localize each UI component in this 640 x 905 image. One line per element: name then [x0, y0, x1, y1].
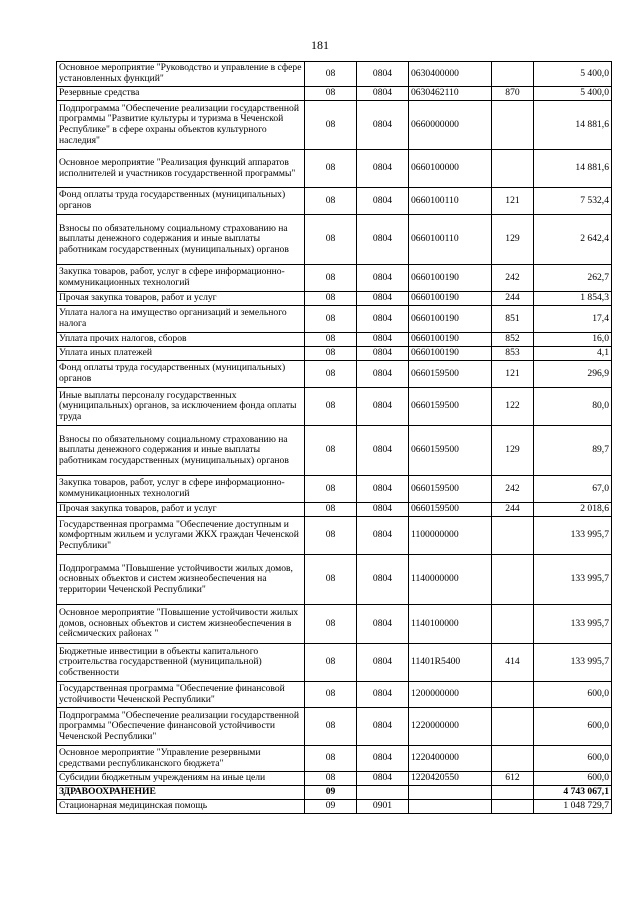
row-article: 0660159500 [409, 476, 492, 503]
row-subsection: 0804 [357, 476, 409, 503]
row-article: 0660100190 [409, 265, 492, 292]
table-row [57, 215, 612, 265]
row-amount: 16,0 [534, 333, 612, 347]
table-row [57, 708, 612, 746]
row-subsection: 0804 [357, 306, 409, 333]
row-expense-type: 129 [492, 426, 534, 476]
row-name: Государственная программа "Обеспечение доступным и комфортным жильем и услугами ЖКХ граждан Чеченской Республики" [57, 517, 305, 555]
row-section: 08 [305, 426, 357, 476]
row-section: 08 [305, 746, 357, 772]
row-name: Субсидии бюджетным учреждениям на иные цели [57, 772, 305, 786]
row-amount: 4,1 [534, 347, 612, 361]
row-subsection: 0804 [357, 426, 409, 476]
row-subsection: 0901 [357, 800, 409, 814]
row-section: 09 [305, 786, 357, 800]
row-expense-type [492, 517, 534, 555]
row-section: 08 [305, 555, 357, 605]
row-article: 0660100190 [409, 347, 492, 361]
row-subsection: 0804 [357, 62, 409, 87]
table-row [57, 555, 612, 605]
row-expense-type [492, 682, 534, 708]
table-row [57, 87, 612, 101]
row-name: Прочая закупка товаров, работ и услуг [57, 292, 305, 306]
row-expense-type: 244 [492, 292, 534, 306]
row-section: 08 [305, 772, 357, 786]
row-article: 0630400000 [409, 62, 492, 87]
row-article: 0660159500 [409, 388, 492, 426]
row-article: 0660100110 [409, 215, 492, 265]
table-row [57, 188, 612, 215]
row-expense-type: 121 [492, 188, 534, 215]
row-name: Фонд оплаты труда государственных (муниципальных) органов [57, 188, 305, 215]
row-amount: 2 642,4 [534, 215, 612, 265]
row-name: ЗДРАВООХРАНЕНИЕ [57, 786, 305, 800]
table-row [57, 746, 612, 772]
table-row [57, 682, 612, 708]
row-amount: 89,7 [534, 426, 612, 476]
row-expense-type: 612 [492, 772, 534, 786]
row-amount: 17,4 [534, 306, 612, 333]
row-amount: 600,0 [534, 708, 612, 746]
row-article [409, 786, 492, 800]
row-expense-type: 242 [492, 265, 534, 292]
row-section: 08 [305, 62, 357, 87]
row-subsection: 0804 [357, 772, 409, 786]
row-expense-type [492, 605, 534, 644]
row-amount: 1 048 729,7 [534, 800, 612, 814]
row-amount: 296,9 [534, 361, 612, 388]
row-article: 1220420550 [409, 772, 492, 786]
row-amount: 600,0 [534, 682, 612, 708]
row-subsection: 0804 [357, 682, 409, 708]
row-section: 09 [305, 800, 357, 814]
row-expense-type: 870 [492, 87, 534, 101]
row-name: Стационарная медицинская помощь [57, 800, 305, 814]
row-section: 08 [305, 517, 357, 555]
row-amount: 67,0 [534, 476, 612, 503]
row-amount: 133 995,7 [534, 517, 612, 555]
row-expense-type [492, 708, 534, 746]
row-section: 08 [305, 333, 357, 347]
row-expense-type [492, 101, 534, 150]
row-subsection: 0804 [357, 333, 409, 347]
row-name: Уплата прочих налогов, сборов [57, 333, 305, 347]
row-amount: 1 854,3 [534, 292, 612, 306]
page-number: 181 [311, 38, 329, 52]
row-section: 08 [305, 265, 357, 292]
row-name: Уплата налога на имущество организаций и земельного налога [57, 306, 305, 333]
row-name: Взносы по обязательному социальному страхованию на выплаты денежного содержания и иные выплаты работникам государственных (муниципальных) органов [57, 426, 305, 476]
row-expense-type [492, 150, 534, 188]
row-section: 08 [305, 644, 357, 682]
row-section: 08 [305, 87, 357, 101]
row-name: Прочая закупка товаров, работ и услуг [57, 503, 305, 517]
row-subsection: 0804 [357, 101, 409, 150]
row-section: 08 [305, 605, 357, 644]
row-article: 0660159500 [409, 503, 492, 517]
table-row [57, 388, 612, 426]
row-expense-type: 851 [492, 306, 534, 333]
table-row [57, 150, 612, 188]
row-name: Подпрограмма "Обеспечение реализации государственной программы "Обеспечение финансовой устойчивости Чеченской Республики" [57, 708, 305, 746]
row-article: 1200000000 [409, 682, 492, 708]
table-row [57, 361, 612, 388]
row-expense-type: 414 [492, 644, 534, 682]
row-subsection: 0804 [357, 517, 409, 555]
row-section: 08 [305, 682, 357, 708]
row-article: 0660159500 [409, 426, 492, 476]
row-subsection: 0804 [357, 265, 409, 292]
row-subsection: 0804 [357, 150, 409, 188]
table-row [57, 101, 612, 150]
row-expense-type: 852 [492, 333, 534, 347]
table-row [57, 644, 612, 682]
row-amount: 14 881,6 [534, 150, 612, 188]
row-article: 1140000000 [409, 555, 492, 605]
row-subsection: 0804 [357, 746, 409, 772]
row-amount: 600,0 [534, 746, 612, 772]
row-amount: 133 995,7 [534, 555, 612, 605]
row-subsection: 0804 [357, 605, 409, 644]
row-name: Взносы по обязательному социальному страхованию на выплаты денежного содержания и иные выплаты работникам государственных (муниципальных) органов [57, 215, 305, 265]
row-amount: 262,7 [534, 265, 612, 292]
table-row [57, 62, 612, 87]
row-section: 08 [305, 361, 357, 388]
row-expense-type [492, 746, 534, 772]
table-row [57, 426, 612, 476]
row-expense-type: 122 [492, 388, 534, 426]
row-article: 0660159500 [409, 361, 492, 388]
row-subsection: 0804 [357, 361, 409, 388]
row-subsection: 0804 [357, 555, 409, 605]
row-amount: 4 743 067,1 [534, 786, 612, 800]
row-amount: 600,0 [534, 772, 612, 786]
row-article: 0660100110 [409, 188, 492, 215]
row-article: 0660100190 [409, 333, 492, 347]
table-row [57, 772, 612, 786]
row-name: Закупка товаров, работ, услуг в сфере информационно-коммуникационных технологий [57, 265, 305, 292]
row-subsection: 0804 [357, 708, 409, 746]
row-section: 08 [305, 101, 357, 150]
row-expense-type [492, 786, 534, 800]
row-subsection: 0804 [357, 87, 409, 101]
budget-table-body [57, 62, 612, 814]
row-expense-type: 853 [492, 347, 534, 361]
row-name: Иные выплаты персоналу государственных (муниципальных) органов, за исключением фонда оплаты труда [57, 388, 305, 426]
table-row [57, 347, 612, 361]
row-name: Основное мероприятие "Руководство и управление в сфере установленных функций" [57, 62, 305, 87]
table-row [57, 333, 612, 347]
row-article: 1100000000 [409, 517, 492, 555]
row-article: 1140100000 [409, 605, 492, 644]
row-subsection: 0804 [357, 644, 409, 682]
row-name: Бюджетные инвестиции в объекты капитального строительства государственной (муниципальной) собственности [57, 644, 305, 682]
row-section: 08 [305, 292, 357, 306]
row-name: Подпрограмма "Обеспечение реализации государственной программы "Развитие культуры и туризма в Чеченской Республике" в сфере охраны объектов культурного наследия" [57, 101, 305, 150]
table-row [57, 265, 612, 292]
budget-table [56, 61, 612, 814]
table-row [57, 517, 612, 555]
row-article: 0660100190 [409, 292, 492, 306]
row-amount: 2 018,6 [534, 503, 612, 517]
row-amount: 7 532,4 [534, 188, 612, 215]
row-article: 0630462110 [409, 87, 492, 101]
row-amount: 133 995,7 [534, 605, 612, 644]
row-name: Основное мероприятие "Управление резервными средствами республиканского бюджета" [57, 746, 305, 772]
table-row [57, 476, 612, 503]
row-subsection: 0804 [357, 388, 409, 426]
row-expense-type: 242 [492, 476, 534, 503]
row-name: Государственная программа "Обеспечение финансовой устойчивости Чеченской Республики" [57, 682, 305, 708]
row-section: 08 [305, 215, 357, 265]
row-subsection: 0804 [357, 215, 409, 265]
row-expense-type: 244 [492, 503, 534, 517]
row-expense-type: 121 [492, 361, 534, 388]
row-section: 08 [305, 708, 357, 746]
row-section: 08 [305, 503, 357, 517]
table-row [57, 800, 612, 814]
row-expense-type: 129 [492, 215, 534, 265]
row-amount: 80,0 [534, 388, 612, 426]
row-subsection: 0804 [357, 503, 409, 517]
row-article [409, 800, 492, 814]
row-section: 08 [305, 347, 357, 361]
row-section: 08 [305, 388, 357, 426]
row-name: Основное мероприятие "Реализация функций аппаратов исполнителей и участников государственной программы" [57, 150, 305, 188]
row-section: 08 [305, 150, 357, 188]
row-expense-type [492, 800, 534, 814]
row-article: 1220400000 [409, 746, 492, 772]
row-amount: 5 400,0 [534, 62, 612, 87]
row-expense-type [492, 555, 534, 605]
row-subsection: 0804 [357, 188, 409, 215]
row-name: Подпрограмма "Повышение устойчивости жилых домов, основных объектов и систем жизнеобеспечения на территории Чеченской Республики" [57, 555, 305, 605]
row-name: Уплата иных платежей [57, 347, 305, 361]
row-name: Резервные средства [57, 87, 305, 101]
row-section: 08 [305, 188, 357, 215]
row-subsection [357, 786, 409, 800]
row-subsection: 0804 [357, 292, 409, 306]
row-amount: 14 881,6 [534, 101, 612, 150]
row-article: 0660100000 [409, 150, 492, 188]
row-expense-type [492, 62, 534, 87]
row-amount: 133 995,7 [534, 644, 612, 682]
row-section: 08 [305, 306, 357, 333]
table-row [57, 503, 612, 517]
row-article: 0660100190 [409, 306, 492, 333]
row-article: 11401R5400 [409, 644, 492, 682]
row-name: Основное мероприятие "Повышение устойчивости жилых домов, основных объектов и систем жизнеобеспечения в сейсмических районах " [57, 605, 305, 644]
row-name: Фонд оплаты труда государственных (муниципальных) органов [57, 361, 305, 388]
table-row [57, 605, 612, 644]
table-row [57, 292, 612, 306]
row-amount: 5 400,0 [534, 87, 612, 101]
table-row [57, 786, 612, 800]
row-article: 0660000000 [409, 101, 492, 150]
row-section: 08 [305, 476, 357, 503]
table-row [57, 306, 612, 333]
row-name: Закупка товаров, работ, услуг в сфере информационно-коммуникационных технологий [57, 476, 305, 503]
row-subsection: 0804 [357, 347, 409, 361]
row-article: 1220000000 [409, 708, 492, 746]
